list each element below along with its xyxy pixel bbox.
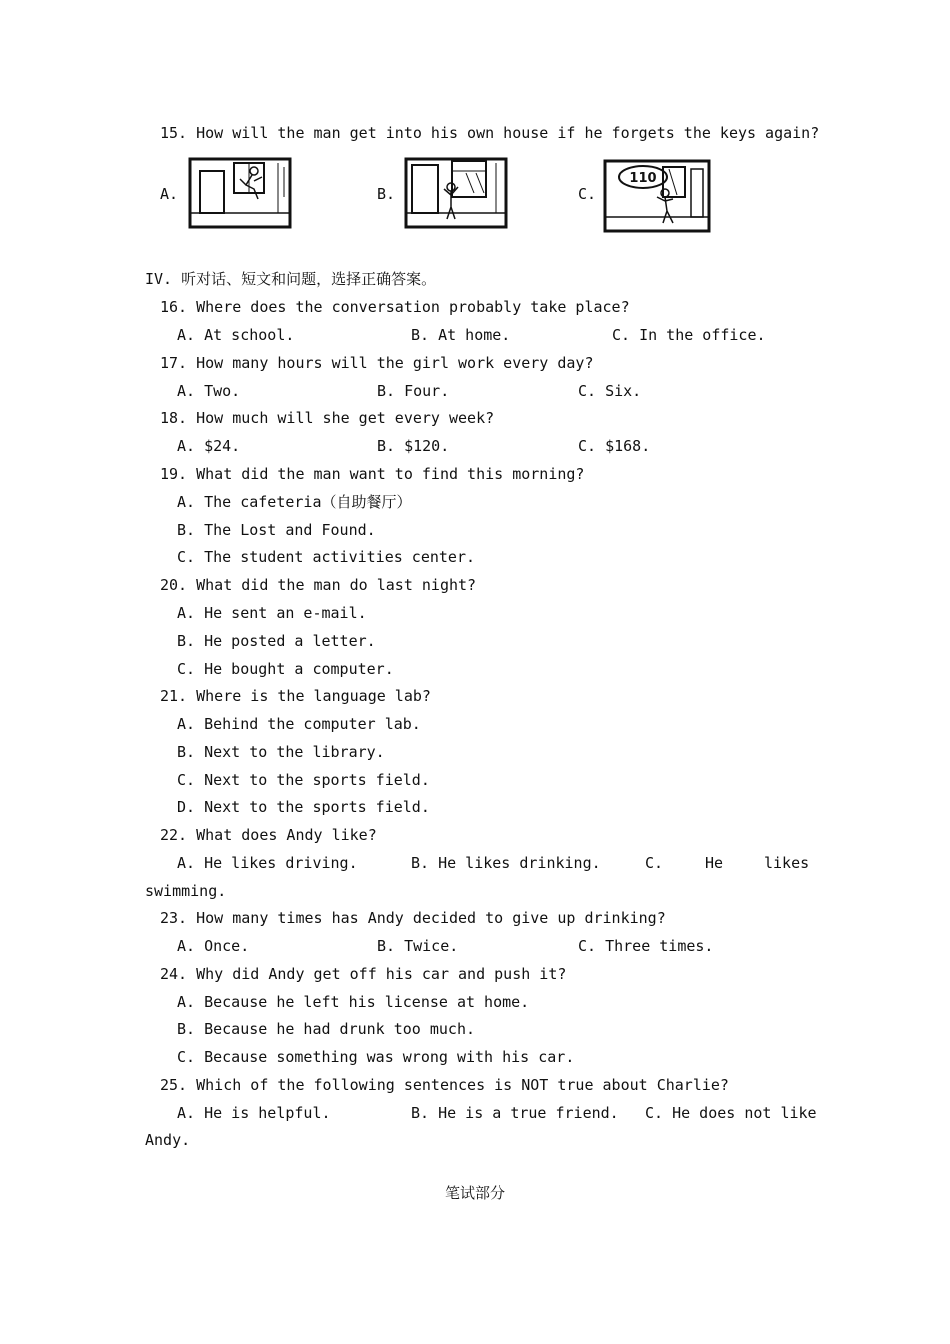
option-23-c: C. Three times. bbox=[578, 937, 714, 955]
option-18-c: C. $168. bbox=[578, 437, 651, 455]
question-17: 17. How many hours will the girl work every day? bbox=[160, 354, 594, 372]
option-23-a: A. Once. bbox=[177, 937, 250, 955]
option-19-a: A. The cafeteria（自助餐厅） bbox=[177, 493, 412, 511]
option-15-a-image bbox=[188, 157, 292, 229]
section-iv-title: IV. 听对话、短文和问题，选择正确答案。 bbox=[145, 270, 437, 288]
option-22-b: B. He likes drinking. bbox=[411, 854, 601, 872]
question-20: 20. What did the man do last night? bbox=[160, 576, 477, 594]
option-23-b: B. Twice. bbox=[377, 937, 459, 955]
option-25-c: C. He does not like bbox=[645, 1104, 817, 1122]
option-24-c: C. Because something was wrong with his car. bbox=[177, 1048, 575, 1066]
option-22-c-word-he: He bbox=[705, 854, 724, 872]
option-17-a: A. Two. bbox=[177, 382, 241, 400]
option-22-c-word-likes: likes bbox=[764, 854, 810, 872]
question-15: 15. How will the man get into his own house if he forgets the keys again? bbox=[160, 124, 820, 142]
option-15-b-image bbox=[404, 157, 508, 229]
option-22-c-continuation: swimming. bbox=[145, 882, 227, 900]
question-16: 16. Where does the conversation probably take place? bbox=[160, 298, 630, 316]
option-16-c: C. In the office. bbox=[612, 326, 766, 344]
option-22-a: A. He likes driving. bbox=[177, 854, 358, 872]
option-20-b: B. He posted a letter. bbox=[177, 632, 376, 650]
option-24-a: A. Because he left his license at home. bbox=[177, 993, 530, 1011]
option-17-b: B. Four. bbox=[377, 382, 450, 400]
option-25-b: B. He is a true friend. bbox=[411, 1104, 619, 1122]
option-18-b: B. $120. bbox=[377, 437, 450, 455]
question-24: 24. Why did Andy get off his car and push it? bbox=[160, 965, 567, 983]
option-15-c-label: C. bbox=[578, 185, 597, 203]
option-21-d: D. Next to the sports field. bbox=[177, 798, 430, 816]
question-18: 18. How much will she get every week? bbox=[160, 409, 495, 427]
section-heading-written: 笔试部分 bbox=[444, 1184, 505, 1202]
option-16-b: B. At home. bbox=[411, 326, 511, 344]
question-23: 23. How many times has Andy decided to give up drinking? bbox=[160, 909, 666, 927]
option-20-a: A. He sent an e-mail. bbox=[177, 604, 367, 622]
option-19-b: B. The Lost and Found. bbox=[177, 521, 376, 539]
option-21-a: A. Behind the computer lab. bbox=[177, 715, 421, 733]
question-25: 25. Which of the following sentences is NOT true about Charlie? bbox=[160, 1076, 729, 1094]
option-15-b-label: B. bbox=[377, 185, 396, 203]
option-15-c-image bbox=[603, 159, 711, 233]
option-24-b: B. Because he had drunk too much. bbox=[177, 1020, 476, 1038]
question-22: 22. What does Andy like? bbox=[160, 826, 377, 844]
question-21: 21. Where is the language lab? bbox=[160, 687, 431, 705]
option-25-a: A. He is helpful. bbox=[177, 1104, 331, 1122]
option-19-c: C. The student activities center. bbox=[177, 548, 476, 566]
option-17-c: C. Six. bbox=[578, 382, 642, 400]
option-16-a: A. At school. bbox=[177, 326, 295, 344]
sign-110-text: 110 bbox=[629, 171, 657, 186]
option-18-a: A. $24. bbox=[177, 437, 241, 455]
option-25-c-continuation: Andy. bbox=[145, 1131, 191, 1149]
option-21-c: C. Next to the sports field. bbox=[177, 771, 430, 789]
option-22-c-letter: C. bbox=[645, 854, 664, 872]
option-15-a-label: A. bbox=[160, 185, 179, 203]
option-20-c: C. He bought a computer. bbox=[177, 660, 394, 678]
option-21-b: B. Next to the library. bbox=[177, 743, 385, 761]
question-19: 19. What did the man want to find this morning? bbox=[160, 465, 585, 483]
